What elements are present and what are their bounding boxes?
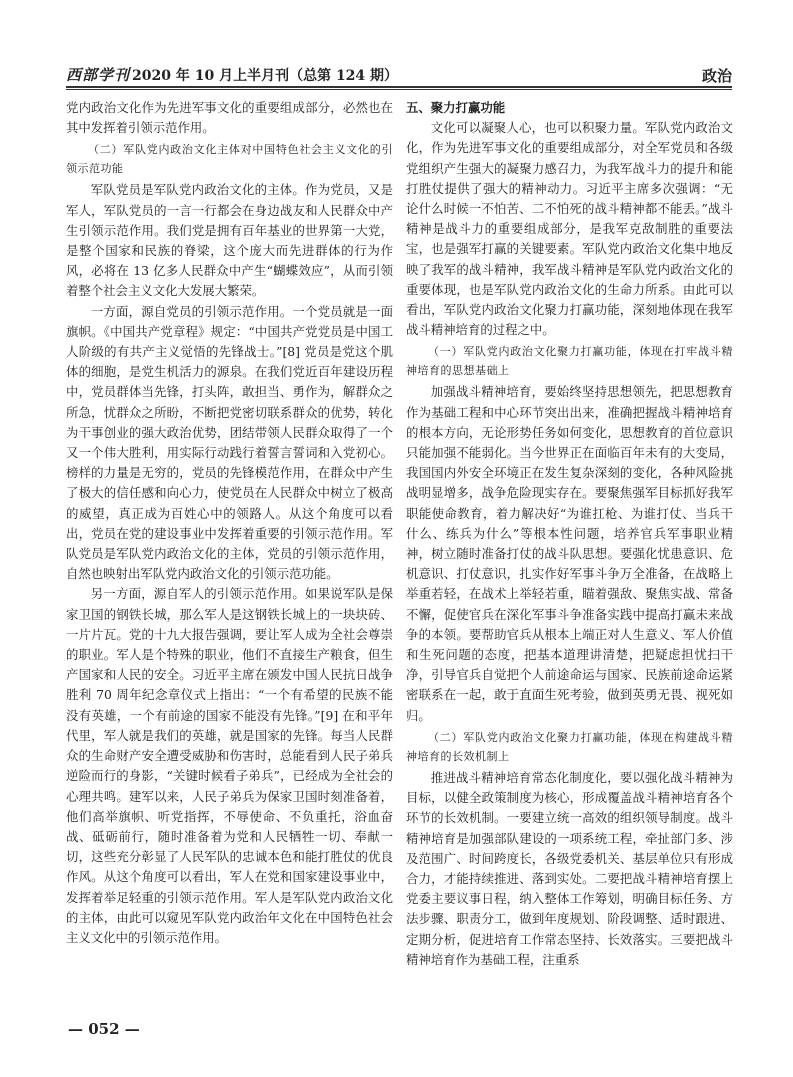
subsection-heading: （一）军队党内政治文化聚力打赢功能，体现在打牢战斗精神培育的思想基础上 [406,345,733,378]
header-rule-thin [66,89,732,90]
paragraph: 一方面，源自党员的引领示范作用。一个党员就是一面旗帜。《中国共产党章程》规定：“中国共产党党员是中国工人阶级的有共产主义觉悟的先锋战士。”[8] 党员是党这个肌体的细胞，是党生机活力的源泉。在我们党近百年建设历程中，党员群体当先锋，打头阵，敢担当、勇作为，解群众之所急，忧群众之所盼，不断把党密切联系群众的优势，转化为干事创业的强大政治优势，团结带领人民群众取得了一个又一个伟大胜利，用实际行动践行着誓言誓词和入党初心。榜样的力量是无穷的，党员的先锋模范作用，在群众中产生了极大的信任感和向心力，使党员在人民群众中树立了极高的威望，真正成为百姓心中的领路人。从这个角度可以看出，党员在党的建设事业中发挥着重要的引领示范作用。军队党员是军队党内政治文化的主体，党员的引领示范作用，自然也映射出军队党内政治文化的引领示范功能。 [66,303,393,582]
subsection-heading: （二）军队党内政治文化主体对中国特色社会主义文化的引领示范功能 [66,143,393,176]
page-number: — 052 — [68,1020,140,1038]
paragraph: 军队党员是军队党内政治文化的主体。作为党员，又是军人，军队党员的一言一行都会在身边战友和人民群众中产生引领示范作用。我们党是拥有百年基业的世界第一大党，是整个国家和民族的脊梁，这个庞大而先进群体的行为作风，必将在 13 亿多人民群众中产生“蝴蝶效应”，从而引领着整个社会主义文化大发展大繁荣。 [66,182,393,299]
issue-info: 2020 年 10 月上半月刊（总第 124 期） [132,68,399,84]
section-label: 政治 [701,67,732,85]
paragraph: 推进战斗精神培育常态化制度化，要以强化战斗精神为目标，以健全政策制度为核心，形成覆盖战斗精神培育各个环节的长效机制。一要建立统一高效的组织领导制度。战斗精神培育是加强部队建设的一项系统工程，牵扯部门多、涉及范围广、时间跨度长，各级党委机关、基层单位只有形成合力，才能持续推进、落到实处。二要把战斗精神培育摆上党委主要议事日程，纳入整体工作筹划，明确目标任务、方法步骤、职责分工，做到年度规划、阶段调整、适时跟进、定期分析，促进培育工作常态坚持、长效落实。三要把战斗精神培育作为基础工程，注重系 [406,769,733,967]
page-header [66,64,732,84]
journal-logo: 西部学刊 [66,66,131,84]
right-column [406,98,733,1018]
paragraph: 党内政治文化作为先进军事文化的重要组成部分，必然也在其中发挥着引领示范作用。 [66,100,393,136]
paragraph: 加强战斗精神培育，要始终坚持思想领先，把思想教育作为基础工程和中心环节突出出来，准确把握战斗精神培育的根本方向，无论形势任务如何变化，思想教育的首位意识只能加强不能弱化。当今世界正在面临百年未有的大变局，我国国内外安全环境正在发生复杂深刻的变化，各种风险挑战明显增多，战争危险现实存在。要聚焦强军目标抓好我军职能使命教育，着力解决好“为谁扛枪、为谁打仗、当兵干什么、练兵为什么”等根本性问题，培养官兵军事职业精神，树立随时准备打仗的战斗队思想。要强化忧患意识、危机意识、打仗意识，扎实作好军事斗争万全准备，在战略上举重若轻，在战术上举轻若重，瞄着强敌、聚焦实战、常备不懈，促使官兵在深化军事斗争准备实践中提高打赢未来战争的本领。要帮助官兵从根本上端正对人生意义、军人价值和生死问题的态度，把基本道理讲清楚，把疑虑担忧扫干净，引导官兵自觉把个人前途命运与国家、民族前途命运紧密联系在一起，敢于直面生死考验，做到英勇无畏、视死如归。 [406,384,733,723]
paragraph: 另一方面，源自军人的引领示范作用。如果说军队是保家卫国的钢铁长城，那么军人是这钢铁长城上的一块块砖、一片片瓦。党的十九大报告强调，要让军人成为全社会尊崇的职业。军人是个特殊的职业，他们不直接生产粮食，但生产国家和人民的安全。习近平主席在颁发中国人民抗日战争胜利 70 周年纪念章仪式上指出：“一个有希望的民族不能没有英雄，一个有前途的国家不能没有先锋。”[9] 在和平年代里，军人就是我们的英雄，就是国家的先锋。每当人民群众的生命财产安全遭受威胁和伤害时，总能看到人民子弟兵逆险而行的身影，“关键时候看子弟兵”，已经成为全社会的心理共鸣。建军以来，人民子弟兵为保家卫国时刻准备着，他们高举旗帜、听党指挥，不辱使命、不负重托，浴血奋战、砥砺前行，随时准备着为党和人民牺牲一切、奉献一切，这些充分彰显了人民军队的忠诚本色和能打胜仗的优良作风。从这个角度可以看出，军人在党和国家建设事业中，发挥着举足轻重的引领示范作用。军人是军队党内政治文化的主体，由此可以窥见军队党内政治年文化在中国特色社会主义文化中的引领示范作用。 [66,586,393,945]
section-heading: 五、聚力打赢功能 [406,100,506,115]
header-rule [66,86,732,88]
left-column [66,98,393,1018]
paragraph: 文化可以凝聚人心，也可以积聚力量。军队党内政治文化，作为先进军事文化的重要组成部分，对全军党员和各级党组织产生强大的凝聚力感召力，为我军战斗力的提升和能打胜仗提供了强大的精神动力。习近平主席多次强调：“无论什么时候一不怕苦、二不怕死的战斗精神都不能丢。”战斗精神是战斗力的重要组成部分，是我军克敌制胜的重要法宝，也是强军打赢的关键要素。军队党内政治文化集中地反映了我军的战斗精神，我军战斗精神是军队党内政治文化的重要体现，也是军队党内政治文化的生命力所系。由此可以看出，军队党内政治文化聚力打赢功能，深刻地体现在我军战斗精神培育的过程之中。 [406,120,733,338]
subsection-heading: （二）军队党内政治文化聚力打赢功能，体现在构建战斗精神培育的长效机制上 [406,730,733,763]
